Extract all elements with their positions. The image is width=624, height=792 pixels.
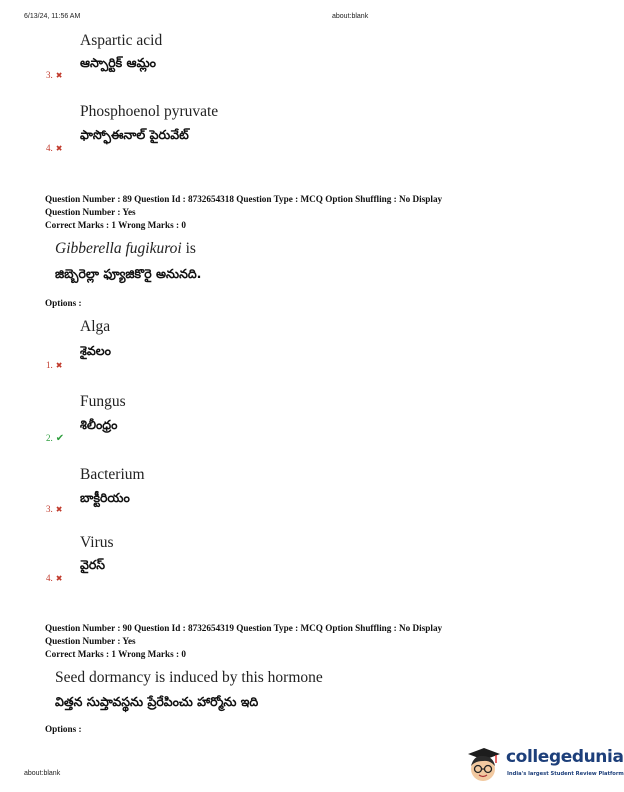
option-number: 4. ✖: [46, 573, 63, 583]
question-text-rest: is: [181, 240, 196, 257]
question-meta-line: Question Number : Yes: [45, 636, 136, 646]
question-text-telugu: జిబ్బెరెల్లా ఫ్యూజికొరై అనునది.: [55, 266, 202, 281]
option-english: Alga: [80, 318, 111, 335]
wrong-mark-icon: ✖: [55, 361, 63, 370]
question-text-english: [55, 240, 196, 258]
question-text-telugu: విత్తన సుప్తావస్థను ప్రేరేపించు హార్మోను ఇది: [55, 694, 259, 709]
print-datetime: 6/13/24, 11:56 AM: [24, 13, 81, 20]
correct-check-icon: ✔: [55, 433, 65, 444]
brand-tagline: India's largest Student Review Platform: [507, 771, 624, 777]
wrong-mark-icon: ✖: [55, 574, 63, 583]
option-english: Phosphoenol pyruvate: [80, 103, 219, 120]
options-label: Options :: [45, 298, 82, 308]
option-telugu: వైరస్: [80, 557, 106, 572]
question-meta-line: Question Number : 89 Question Id : 8732654318 Question Type : MCQ Option Shuffling : No Display: [45, 194, 443, 204]
question-marks: Correct Marks : 1 Wrong Marks : 0: [45, 649, 186, 659]
wrong-mark-icon: ✖: [55, 71, 63, 80]
question-meta-line: Question Number : Yes: [45, 207, 136, 217]
option-number: 3. ✖: [46, 504, 63, 514]
collegedunia-logo: [462, 744, 624, 786]
option-number: 4. ✖: [46, 143, 63, 153]
option-telugu: శిలీంధ్రం: [80, 417, 118, 432]
brand-name: collegedunia: [506, 747, 624, 767]
option-english: Bacterium: [80, 466, 145, 483]
wrong-mark-icon: ✖: [55, 144, 63, 153]
print-footer-url: about:blank: [24, 770, 61, 777]
question-italic-term: Gibberella fugikuroi: [55, 240, 182, 257]
question-meta-line: Question Number : 90 Question Id : 8732654319 Question Type : MCQ Option Shuffling : No Display: [45, 623, 443, 633]
option-english: Fungus: [80, 393, 126, 410]
print-page-title: about:blank: [332, 13, 369, 20]
mascot-icon: [462, 744, 504, 786]
question-text-english: Seed dormancy is induced by this hormone: [55, 669, 323, 686]
option-number: 2. ✔: [46, 433, 65, 444]
option-telugu: ఫాస్ఫోఈనాల్ పైరువేట్: [80, 127, 189, 142]
option-english: Virus: [80, 534, 114, 551]
option-number: 1. ✖: [46, 360, 63, 370]
option-english: Aspartic acid: [80, 32, 163, 49]
option-telugu: ఆస్పార్టిక్ ఆమ్లం: [80, 55, 157, 70]
option-number: 3. ✖: [46, 70, 63, 80]
option-telugu: బాక్టీరియం: [80, 490, 130, 505]
question-meta: [45, 622, 442, 661]
option-telugu: శైవలం: [80, 343, 111, 358]
options-label: Options :: [45, 724, 82, 734]
wrong-mark-icon: ✖: [55, 505, 63, 514]
question-meta: [45, 193, 442, 232]
question-marks: Correct Marks : 1 Wrong Marks : 0: [45, 220, 186, 230]
